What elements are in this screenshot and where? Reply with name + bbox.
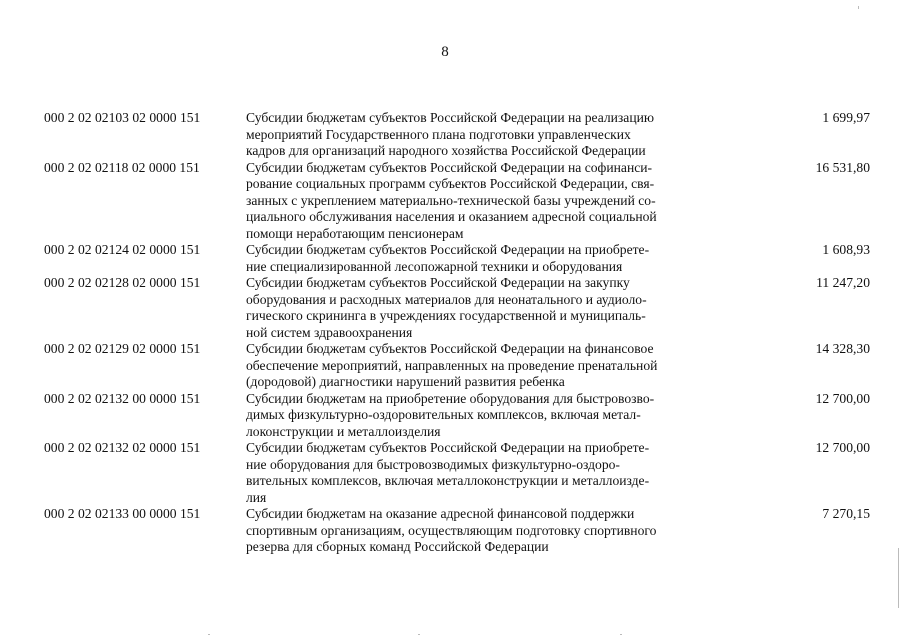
budget-code: 000 2 02 02132 02 0000 151 bbox=[44, 440, 201, 455]
budget-code: 000 2 02 02128 02 0000 151 bbox=[44, 275, 201, 290]
row-amount: 16 531,80 bbox=[815, 159, 870, 175]
page-number: 8 bbox=[441, 44, 449, 60]
budget-code: 000 2 02 02103 02 0000 151 bbox=[44, 110, 201, 125]
row-description: Субсидии бюджетам субъектов Российской Федерации на приобрете- ние специализированной лесопожарной техники и оборудования bbox=[246, 242, 650, 274]
scan-artifact bbox=[208, 634, 210, 635]
row-description: Субсидии бюджетам субъектов Российской Федерации на финансовое обеспечение мероприятий, направленных на проведение пренатальной (дородовой) диагностики нарушений развития ребенка bbox=[246, 341, 658, 389]
table-row bbox=[44, 341, 870, 391]
row-description: Субсидии бюджетам субъектов Российской Федерации на реализацию мероприятий Государственного плана подготовки управленческих кадров для организаций народного хозяйства Российской Федерации bbox=[246, 110, 655, 158]
scan-artifact bbox=[898, 548, 899, 608]
table-row bbox=[44, 242, 870, 275]
budget-code: 000 2 02 02132 00 0000 151 bbox=[44, 390, 201, 406]
row-description: Субсидии бюджетам субъектов Российской Федерации на софинанси- рование социальных программ субъектов Российской Федерации, свя- занных с укреплением материально-технической базы учреждений со- циального обслуживания населения и оказанием адресной социальной помощи неработающим пенсионерам bbox=[246, 159, 657, 241]
scan-artifact bbox=[858, 6, 859, 9]
row-amount: 7 270,15 bbox=[822, 506, 870, 521]
table-row bbox=[44, 506, 870, 556]
table-row bbox=[44, 160, 870, 243]
row-description: Субсидии бюджетам на приобретение оборудования для быстровозво- димых физкультурно-оздоровительных комплексов, включая метал- локонструкции и металлоизделия bbox=[246, 390, 655, 439]
scan-artifact bbox=[620, 634, 622, 635]
table-row bbox=[44, 391, 870, 441]
table-row bbox=[44, 275, 870, 341]
row-description: Субсидии бюджетам на оказание адресной финансовой поддержки спортивным организациям, осуществляющим подготовку спортивного резерва для сборных команд Российской Федерации bbox=[246, 506, 657, 554]
row-amount: 12 700,00 bbox=[815, 440, 870, 455]
row-amount: 1 608,93 bbox=[822, 242, 870, 257]
table-row bbox=[44, 110, 870, 160]
row-description: Субсидии бюджетам субъектов Российской Федерации на закупку оборудования и расходных материалов для неонатального и аудиоло- гического скрининга в учреждениях государственной и муниципаль- ной систем здравоохранения bbox=[246, 275, 647, 340]
budget-code: 000 2 02 02124 02 0000 151 bbox=[44, 242, 201, 257]
table-row bbox=[44, 440, 870, 506]
row-amount: 11 247,20 bbox=[816, 275, 870, 290]
budget-table bbox=[44, 110, 870, 556]
row-description: Субсидии бюджетам субъектов Российской Федерации на приобрете- ние оборудования для быстровозводимых физкультурно-оздоро- вительных комплексов, включая металлоконструкции и металлоизде- лия bbox=[246, 440, 650, 505]
row-amount: 12 700,00 bbox=[815, 390, 870, 406]
budget-code: 000 2 02 02118 02 0000 151 bbox=[44, 159, 200, 175]
scan-artifact bbox=[418, 634, 420, 635]
row-amount: 1 699,97 bbox=[822, 110, 870, 125]
row-amount: 14 328,30 bbox=[815, 341, 870, 356]
budget-code: 000 2 02 02129 02 0000 151 bbox=[44, 341, 201, 356]
budget-code: 000 2 02 02133 00 0000 151 bbox=[44, 506, 201, 521]
